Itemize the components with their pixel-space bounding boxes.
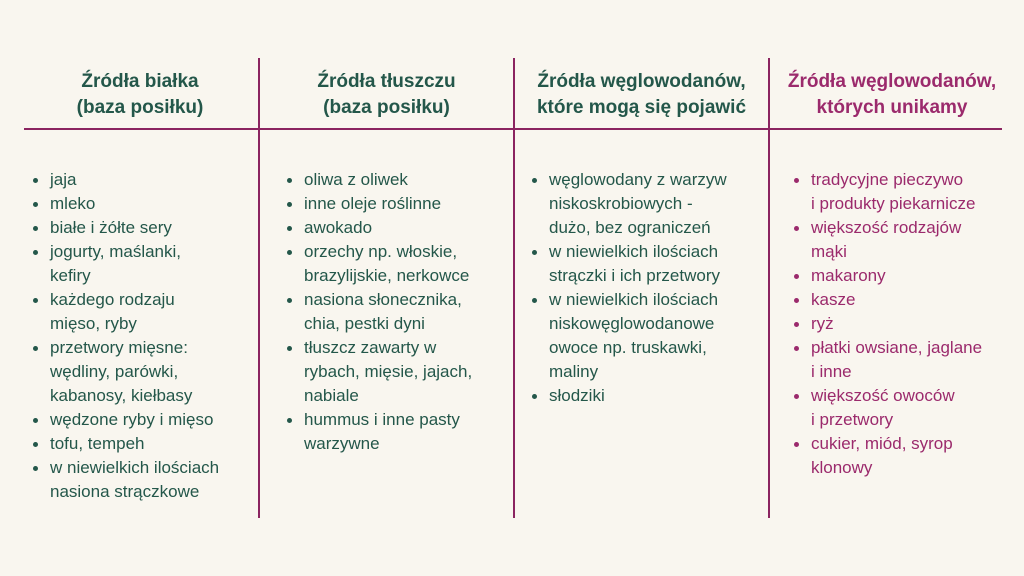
list-item [791, 168, 1014, 216]
list-item-text: jaja [50, 170, 77, 189]
list-item-text: kefiry [50, 266, 91, 285]
list-item-text: makarony [811, 266, 886, 285]
column-protein-sources [22, 0, 258, 576]
bullet-icon [794, 442, 799, 447]
list-item-text: mleko [50, 194, 96, 213]
list-item-text: hummus i inne pasty [304, 410, 460, 429]
bullet-icon [33, 226, 38, 231]
column-header [515, 69, 768, 121]
list-item-text: i produkty piekarnicze [811, 194, 976, 213]
list-item-text: brazylijskie, nerkowce [304, 266, 470, 285]
list-item [529, 240, 768, 288]
header-line: których unikamy [816, 97, 968, 118]
list-item-text: strączki i ich przetwory [549, 266, 720, 285]
list-item-text: oliwa z oliwek [304, 170, 408, 189]
header-line: Źródła tłuszczu [317, 71, 456, 92]
bullet-icon [287, 178, 292, 183]
list-item-text: dużo, bez ograniczeń [549, 218, 711, 237]
list-item [30, 240, 258, 288]
bullet-icon [532, 178, 537, 183]
list-item-text: wędzone ryby i mięso [50, 410, 214, 429]
list-item-text: rybach, mięsie, jajach, [304, 362, 473, 381]
list-item-text: każdego rodzaju [50, 290, 175, 309]
bullet-icon [33, 250, 38, 255]
list-item-text: nasiona strączkowe [50, 482, 200, 501]
list-item-text: awokado [304, 218, 373, 237]
column-list [529, 168, 768, 408]
header-line: Źródła białka [81, 71, 199, 92]
list-item [791, 432, 1014, 480]
list-item-text: w niewielkich ilościach [549, 242, 719, 261]
list-item [284, 336, 513, 408]
column-fat-sources [260, 0, 513, 576]
list-item [791, 216, 1014, 264]
bullet-icon [33, 202, 38, 207]
bullet-icon [532, 250, 537, 255]
list-item-text: chia, pestki dyni [304, 314, 425, 333]
bullet-icon [794, 322, 799, 327]
list-item [30, 432, 258, 456]
list-item-text: węglowodany z warzyw [549, 170, 727, 189]
list-item [30, 168, 258, 192]
list-item [791, 288, 1014, 312]
column-allowed-carbs [515, 0, 768, 576]
bullet-icon [794, 274, 799, 279]
list-item [791, 312, 1014, 336]
header-line: Źródła węglowodanów, [537, 71, 746, 92]
bullet-icon [33, 418, 38, 423]
list-item [284, 288, 513, 336]
bullet-icon [287, 202, 292, 207]
list-item-text: w niewielkich ilościach [549, 290, 719, 309]
list-item-text: wędliny, parówki, [50, 362, 179, 381]
bullet-icon [794, 346, 799, 351]
list-item-text: kasze [811, 290, 856, 309]
list-item-text: i przetwory [811, 410, 894, 429]
list-item [529, 168, 768, 240]
bullet-icon [33, 178, 38, 183]
list-item [791, 384, 1014, 432]
bullet-icon [794, 226, 799, 231]
list-item-text: i inne [811, 362, 852, 381]
bullet-icon [33, 298, 38, 303]
bullet-icon [287, 346, 292, 351]
bullet-icon [794, 298, 799, 303]
header-line: (baza posiłku) [76, 97, 204, 118]
list-item [791, 264, 1014, 288]
bullet-icon [33, 442, 38, 447]
list-item-text: klonowy [811, 458, 873, 477]
bullet-icon [794, 178, 799, 183]
list-item-text: większość owoców [811, 386, 955, 405]
bullet-icon [33, 466, 38, 471]
list-item-text: jogurty, maślanki, [50, 242, 182, 261]
list-item [30, 216, 258, 240]
column-avoided-carbs [770, 0, 1014, 576]
list-item-text: warzywne [304, 434, 380, 453]
list-item-text: inne oleje roślinne [304, 194, 442, 213]
list-item [284, 192, 513, 216]
list-item-text: nasiona słonecznika, [304, 290, 462, 309]
list-item-text: tofu, tempeh [50, 434, 145, 453]
list-item [284, 168, 513, 192]
list-item-text: orzechy np. włoskie, [304, 242, 458, 261]
list-item-text: tłuszcz zawarty w [304, 338, 437, 357]
list-item-text: ryż [811, 314, 834, 333]
list-item-text: niskoskrobiowych - [549, 194, 693, 213]
list-item [284, 216, 513, 240]
list-item-text: cukier, miód, syrop [811, 434, 953, 453]
list-item [791, 336, 1014, 384]
list-item-text: większość rodzajów [811, 218, 962, 237]
bullet-icon [287, 250, 292, 255]
list-item-text: w niewielkich ilościach [50, 458, 220, 477]
list-item-text: przetwory mięsne: [50, 338, 188, 357]
bullet-icon [287, 226, 292, 231]
list-item-text: białe i żółte sery [50, 218, 172, 237]
list-item [30, 456, 258, 504]
column-list [30, 168, 258, 504]
bullet-icon [794, 394, 799, 399]
column-header [770, 69, 1014, 121]
header-line: (baza posiłku) [323, 97, 450, 118]
list-item [30, 408, 258, 432]
list-item [529, 288, 768, 384]
column-header [22, 69, 258, 121]
bullet-icon [287, 298, 292, 303]
list-item-text: mąki [811, 242, 847, 261]
bullet-icon [532, 394, 537, 399]
list-item-text: słodziki [549, 386, 605, 405]
bullet-icon [287, 418, 292, 423]
header-line: które mogą się pojawić [536, 97, 747, 118]
list-item-text: mięso, ryby [50, 314, 137, 333]
list-item-text: płatki owsiane, jaglane [811, 338, 983, 357]
list-item [30, 336, 258, 408]
list-item-text: owoce np. truskawki, [549, 338, 707, 357]
list-item-text: nabiale [304, 386, 359, 405]
bullet-icon [532, 298, 537, 303]
column-list [284, 168, 513, 456]
list-item [529, 384, 768, 408]
column-list [791, 168, 1014, 480]
list-item-text: niskowęglowodanowe [549, 314, 715, 333]
column-header [260, 69, 513, 121]
list-item [30, 192, 258, 216]
list-item-text: maliny [549, 362, 599, 381]
list-item [30, 288, 258, 336]
list-item-text: kabanosy, kiełbasy [50, 386, 193, 405]
list-item-text: tradycyjne pieczywo [811, 170, 964, 189]
list-item [284, 408, 513, 456]
list-item [284, 240, 513, 288]
bullet-icon [33, 346, 38, 351]
header-line: Źródła węglowodanów, [787, 71, 997, 92]
